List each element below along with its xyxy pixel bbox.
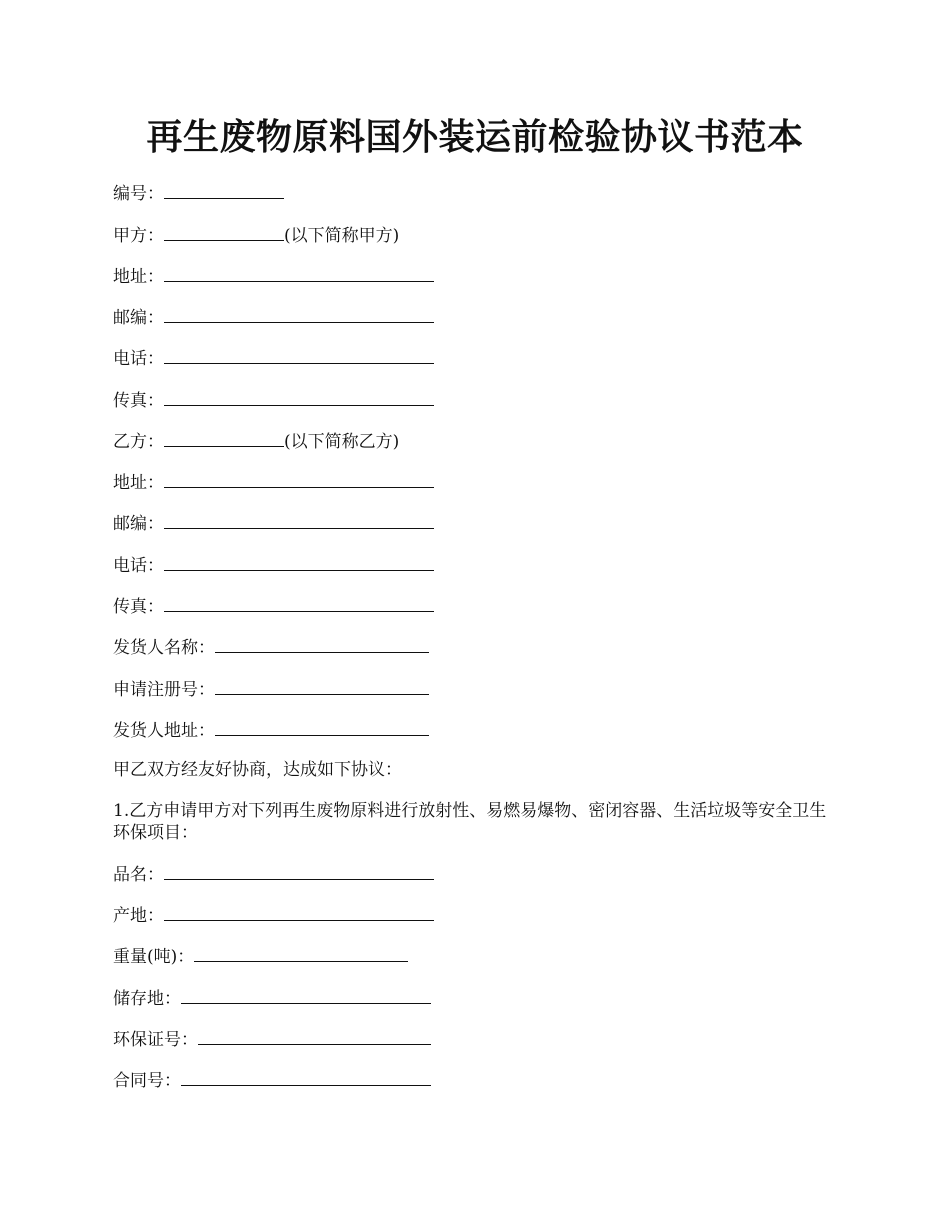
contract-no-line xyxy=(113,1068,431,1092)
reg-no-label: 申请注册号： xyxy=(113,680,215,700)
party-a-fax-label: 传真： xyxy=(113,391,164,411)
party-b-postcode-label: 邮编： xyxy=(113,514,164,534)
party-b-phone-label: 电话： xyxy=(113,556,164,576)
party-b-blank[interactable] xyxy=(164,429,284,447)
env-cert-label: 环保证号： xyxy=(113,1030,198,1050)
product-name-line xyxy=(113,862,434,886)
party-a-fax-blank[interactable] xyxy=(164,388,434,406)
origin-blank[interactable] xyxy=(164,903,434,921)
storage-label: 储存地： xyxy=(113,989,181,1009)
party-a-fax-line xyxy=(113,388,434,412)
party-b-postcode-line xyxy=(113,511,434,535)
shipper-address-blank[interactable] xyxy=(215,718,429,736)
product-name-label: 品名： xyxy=(113,865,164,885)
document-title: 再生废物原料国外装运前检验协议书范本 xyxy=(146,116,804,158)
party-a-address-blank[interactable] xyxy=(164,264,434,282)
contract-no-blank[interactable] xyxy=(181,1068,431,1086)
env-cert-line xyxy=(113,1027,431,1051)
product-name-blank[interactable] xyxy=(164,862,434,880)
party-a-phone-blank[interactable] xyxy=(164,346,434,364)
contract-no-label: 合同号： xyxy=(113,1071,181,1091)
clause-1-text: 1.乙方申请甲方对下列再生废物原料进行放射性、易燃易爆物、密闭容器、生活垃圾等安全卫生环保项目： xyxy=(113,801,827,843)
reg-no-line xyxy=(113,677,429,701)
storage-blank[interactable] xyxy=(181,986,431,1004)
weight-label: 重量(吨)： xyxy=(113,947,195,967)
storage-line xyxy=(113,986,431,1010)
shipper-name-blank[interactable] xyxy=(215,635,429,653)
number-blank[interactable] xyxy=(164,181,284,199)
party-a-label: 甲方： xyxy=(113,226,164,246)
party-a-address-label: 地址： xyxy=(113,267,164,287)
party-b-postcode-blank[interactable] xyxy=(164,511,434,529)
party-b-phone-blank[interactable] xyxy=(164,553,434,571)
reg-no-blank[interactable] xyxy=(215,677,429,695)
shipper-address-label: 发货人地址： xyxy=(113,721,215,741)
party-a-phone-line xyxy=(113,346,434,370)
party-b-address-label: 地址： xyxy=(113,473,164,493)
party-b-address-blank[interactable] xyxy=(164,470,434,488)
party-b-fax-blank[interactable] xyxy=(164,594,434,612)
party-a-line xyxy=(113,223,399,247)
party-b-label: 乙方： xyxy=(113,432,164,452)
party-a-blank[interactable] xyxy=(164,223,284,241)
party-a-postcode-blank[interactable] xyxy=(164,305,434,323)
shipper-address-line xyxy=(113,718,429,742)
party-b-fax-line xyxy=(113,594,434,618)
party-a-postcode-line xyxy=(113,305,434,329)
party-b-phone-line xyxy=(113,553,434,577)
env-cert-blank[interactable] xyxy=(198,1027,431,1045)
party-b-address-line xyxy=(113,470,434,494)
party-b-suffix: (以下简称乙方) xyxy=(284,432,400,452)
shipper-name-line xyxy=(113,635,429,659)
number-line xyxy=(113,181,284,205)
shipper-name-label: 发货人名称： xyxy=(113,638,215,658)
party-a-address-line xyxy=(113,264,434,288)
party-b-fax-label: 传真： xyxy=(113,597,164,617)
party-b-line xyxy=(113,429,399,453)
party-a-suffix: (以下简称甲方) xyxy=(284,226,400,246)
origin-label: 产地： xyxy=(113,906,164,926)
party-a-phone-label: 电话： xyxy=(113,349,164,369)
weight-line xyxy=(113,944,408,968)
intro-text: 甲乙双方经友好协商，达成如下协议： xyxy=(113,760,402,780)
party-a-postcode-label: 邮编： xyxy=(113,308,164,328)
number-label: 编号： xyxy=(113,184,164,204)
weight-blank[interactable] xyxy=(194,944,408,962)
origin-line xyxy=(113,903,434,927)
